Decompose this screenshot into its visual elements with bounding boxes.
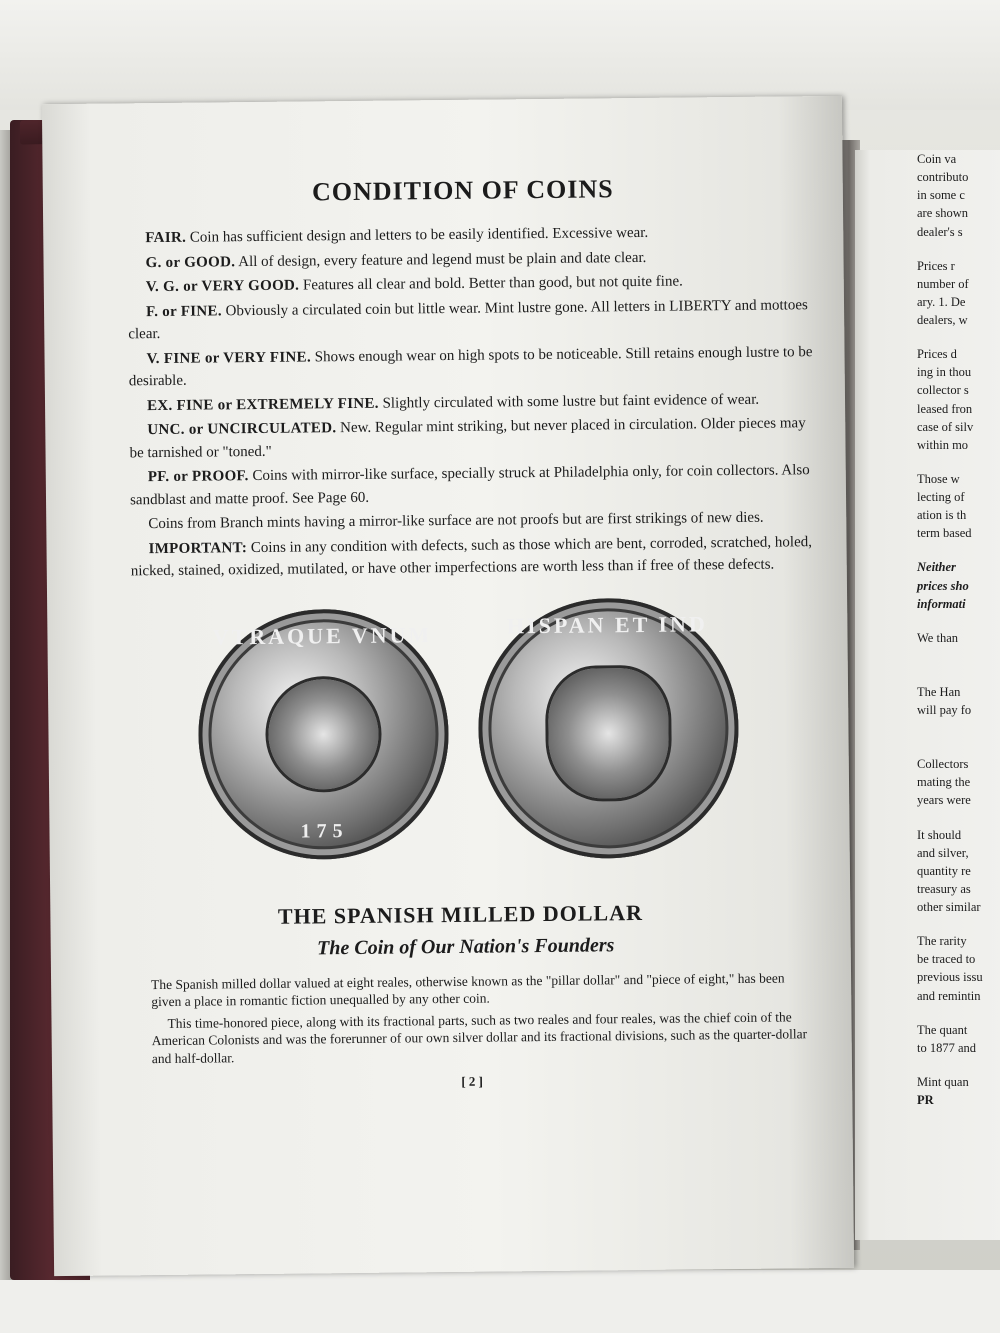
right-page-line: other similar	[917, 900, 981, 914]
right-page-line: case of silv	[917, 419, 974, 434]
condition-description: Features all clear and bold. Better than good, but not quite fine.	[302, 273, 683, 294]
right-page-line: Mint quan	[917, 1074, 969, 1089]
condition-description: Obviously a circulated coin but little wear. Mint lustre gone. All letters in LIBERTY and mottoes clear.	[128, 296, 808, 343]
condition-term: F. or FINE.	[145, 302, 222, 320]
condition-term: UNC. or UNCIRCULATED.	[147, 420, 337, 439]
right-page-line: lecting of	[917, 490, 965, 504]
right-page-line: term based	[917, 526, 972, 541]
right-page-line: prices sho	[917, 578, 969, 593]
condition-description: New. Regular mint striking, but never placed in circulation. Older pieces may be tarnished or "toned."	[129, 415, 806, 461]
pillar-dollar-reverse-image	[197, 608, 450, 861]
pillar-dollar-obverse-image	[477, 596, 740, 859]
page-title: CONDITION OF COINS	[311, 174, 614, 207]
right-page-line: to 1877 and	[917, 1040, 977, 1055]
right-page-line: The quant	[917, 1022, 968, 1037]
condition-entry	[130, 531, 814, 583]
right-page-line: dealers, w	[917, 313, 968, 327]
right-page-line: Prices d	[917, 347, 957, 362]
right-page-line: be traced to	[917, 952, 976, 967]
section-body	[151, 969, 808, 1068]
condition-description: Coins from Branch mints having a mirror-like surface are not proofs but are first strikings of new dies.	[148, 509, 764, 533]
condition-term: V. FINE or VERY FINE.	[146, 348, 312, 367]
condition-term: G. or GOOD.	[145, 253, 236, 271]
condition-entry	[130, 459, 814, 511]
right-page-line: Coin va	[917, 152, 957, 166]
right-page-line: and remintin	[917, 988, 981, 1003]
condition-description: All of design, every feature and legend must be plain and date clear.	[238, 249, 647, 270]
right-page-line: ary. 1. De	[917, 294, 966, 309]
right-page-line: dealer's s	[917, 224, 963, 239]
right-page-line: previous issu	[917, 970, 983, 985]
condition-list	[127, 220, 815, 583]
right-page-line: ation is th	[917, 508, 967, 523]
right-page-line: and silver,	[917, 845, 969, 860]
condition-description: Coins in any condition with defects, such as those which are bent, corroded, scratched, holed, nicked, stained, oxidized, mutilated, or have other imperfections are worth less than if free of these defects.	[130, 533, 813, 580]
condition-entry	[129, 412, 813, 464]
condition-description: Shows enough wear on high spots to be noticeable. Still retains enough lustre to be desirable.	[128, 343, 813, 390]
right-page-line: collector s	[917, 383, 969, 398]
left-page	[42, 96, 854, 1276]
right-page-line: Those w	[917, 471, 960, 486]
backdrop-wall	[0, 0, 1000, 110]
right-page-line: number of	[917, 276, 969, 291]
right-page-line: leased fron	[917, 401, 973, 416]
page-number: [ 2 ]	[461, 1073, 484, 1090]
right-page-line: treasury as	[917, 881, 971, 896]
coin-right-legend: HISPAN ET IND	[506, 610, 708, 638]
section-subtitle: The Coin of Our Nation's Founders	[316, 933, 615, 959]
right-page-text	[855, 150, 1000, 1109]
right-page-line: quantity re	[917, 863, 971, 878]
condition-term: EX. FINE or EXTREMELY FINE.	[146, 395, 379, 414]
coin-left-date: 175	[300, 819, 349, 843]
right-page	[855, 150, 1000, 1240]
right-page-line: mating the	[917, 775, 971, 790]
condition-entry	[128, 294, 812, 346]
right-page-line: The Han	[917, 684, 961, 699]
condition-term: FAIR.	[145, 229, 187, 247]
condition-entry	[128, 341, 812, 393]
right-page-line: are shown	[917, 206, 969, 221]
right-page-line: contributo	[917, 170, 969, 185]
condition-term: IMPORTANT:	[148, 539, 248, 557]
paragraph: The Spanish milled dollar valued at eight reales, otherwise known as the "pillar dollar" and "piece of eight," has been given a place in romantic fiction unequalled by any other coin.	[151, 969, 785, 1010]
condition-description: Coins with mirror-like surface, specially struck at Philadelphia only, for coin collectors. Also sandblast and matte proof. See Page 60.	[129, 462, 810, 508]
right-page-line: ing in thou	[917, 365, 972, 380]
section-title: THE SPANISH MILLED DOLLAR	[277, 899, 644, 929]
condition-description: Coin has sufficient design and letters to be easily identified. Excessive wear.	[189, 224, 649, 246]
right-page-line: Prices r	[917, 258, 955, 273]
backdrop-table	[0, 1270, 1000, 1333]
right-page-line: informati	[917, 596, 966, 611]
coin-illustration	[47, 589, 850, 897]
right-page-line: The rarity	[917, 934, 967, 949]
right-page-line: years were	[917, 793, 971, 808]
right-page-line: will pay fo	[917, 703, 972, 717]
coin-left-legend: VTRAQUE VNUM	[212, 621, 433, 649]
coin-right-shield	[548, 667, 669, 798]
coin-left-motif	[268, 678, 379, 789]
condition-term: PF. or PROOF.	[147, 468, 249, 486]
right-page-line: Collectors	[917, 757, 969, 772]
right-page-line: PR	[917, 1093, 934, 1107]
right-page-line: We than	[917, 630, 958, 645]
right-page-line: within mo	[917, 437, 969, 452]
right-page-line: in some c	[917, 188, 965, 203]
condition-description: Slightly circulated with some lustre but faint evidence of wear.	[382, 391, 760, 412]
right-page-line: It should	[917, 827, 962, 842]
right-page-line: Neither	[917, 560, 956, 575]
condition-term: V. G. or VERY GOOD.	[145, 277, 300, 296]
paragraph: This time-honored piece, along with its fractional parts, such as two reales and four reales, was the chief coin of the American Colonists and was the forerunner of our own silver dollar and its fractional divisions, such as the quarter-dollar and half-dollar.	[151, 1009, 808, 1066]
